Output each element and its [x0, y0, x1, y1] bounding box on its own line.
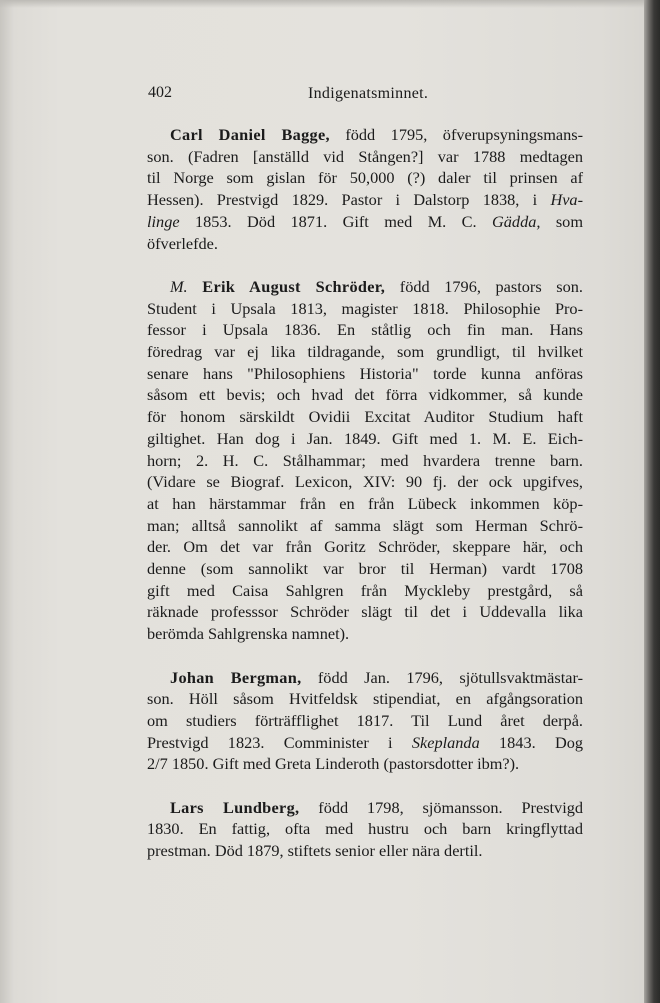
entry-line: M. Erik August Schröder, född 1796, pastors son.	[170, 276, 583, 296]
running-head	[148, 84, 438, 108]
entry-line: son. Höll såsom Hvitfeldsk stipendiat, en afgångsoration	[147, 689, 583, 709]
entry-name: Johan Bergman,	[170, 667, 302, 687]
running-title: Indigenatsminnet.	[308, 85, 429, 102]
entry-line: berömda Sahlgrenska namnet).	[147, 624, 350, 644]
page-number: 402	[148, 84, 172, 101]
entry-line: Student i Upsala 1813, magister 1818. Philosophie Pro-	[147, 298, 583, 318]
entry-name: Carl Daniel Bagge,	[170, 125, 330, 144]
entry-line: öfverlefde.	[147, 233, 218, 253]
entry-line: son. (Fadren [anställd vid Stången?] var 1788 medtagen	[147, 146, 583, 166]
entry-line: för honom särskildt Ovidii Excitat Auditor Studium haft	[147, 407, 583, 427]
entry-line: denne (som sannolikt var bror til Herman) vardt 1708	[147, 559, 583, 579]
entry-line: Prestvigd 1823. Comminister i Skeplanda 1843. Dog	[147, 732, 583, 752]
entry-prefix: M.	[170, 276, 188, 296]
person-name: Gädda,	[492, 211, 541, 231]
entry-line: gift med Caisa Sahlgren från Myckleby prestgård, så	[147, 580, 583, 600]
entry-line: giltighet. Han dog i Jan. 1849. Gift med 1. M. E. Eich-	[147, 428, 583, 448]
entry-line: om studiers förträfflighet 1817. Til Lund året derpå.	[147, 710, 583, 730]
entry-line: prestman. Död 1879, stiftets senior eller nära dertil.	[147, 841, 483, 861]
entry-line: senare hans "Philosophiens Historia" torde kunna anföras	[147, 363, 583, 383]
entry-line: Carl Daniel Bagge, född 1795, öfverupsyningsmans-	[170, 125, 583, 144]
entry-line: at han härstammar från en från Lübeck inkommen köp-	[147, 493, 583, 513]
entry-lars-lundberg	[147, 797, 583, 862]
place-name: Skeplanda	[411, 732, 480, 752]
entry-line: 2/7 1850. Gift med Greta Linderoth (pastorsdotter ibm?).	[147, 754, 520, 774]
entry-line: linge 1853. Död 1871. Gift med M. C. Gädda, som	[147, 211, 583, 231]
entry-line: fessor i Upsala 1836. En ståtlig och fin man. Hans	[147, 320, 583, 340]
entry-carl-daniel-bagge	[147, 124, 583, 254]
entry-line: föredrag var ej lika tildragande, som grundligt, til hvilket	[147, 342, 583, 362]
entry-line: til Norge som gislan för 50,000 (?) daler til prinsen af	[147, 168, 583, 188]
text-column	[147, 124, 583, 862]
entry-line: der. Om det var från Goritz Schröder, skeppare här, och	[147, 537, 583, 557]
entry-line: såsom ett bevis; och hvad det förra vidkommer, så kunde	[147, 385, 583, 405]
entry-line: (Vidare se Biograf. Lexicon, XIV: 90 fj. der ock upgifves,	[147, 472, 583, 492]
entry-name: Erik August Schröder,	[202, 276, 386, 296]
entry-line: horn; 2. H. C. Stålhammar; med hvardera trenne barn.	[147, 450, 583, 470]
entry-line: Johan Bergman, född Jan. 1796, sjötullsvaktmästar-	[170, 667, 583, 687]
entry-line: man; alltså sannolikt af samma slägt som Herman Schrö-	[147, 515, 583, 535]
entry-line: Lars Lundberg, född 1798, sjömansson. Prestvigd	[170, 797, 584, 817]
page-top-shadow	[0, 0, 644, 8]
book-spine-edge	[644, 0, 660, 1003]
entry-johan-bergman	[147, 667, 583, 776]
place-name: linge	[147, 211, 180, 231]
entry-line: räknade professsor Schröder slägt til det i Uddevalla lika	[147, 602, 583, 622]
place-name: Hva-	[550, 190, 583, 210]
entry-line: 1830. En fattig, ofta med hustru och barn kringflyttad	[147, 819, 583, 839]
entry-name: Lars Lundberg,	[170, 797, 300, 817]
entry-line: Hessen). Prestvigd 1829. Pastor i Dalstorp 1838, i Hva-	[147, 190, 583, 210]
entry-erik-august-schroder	[147, 276, 583, 645]
